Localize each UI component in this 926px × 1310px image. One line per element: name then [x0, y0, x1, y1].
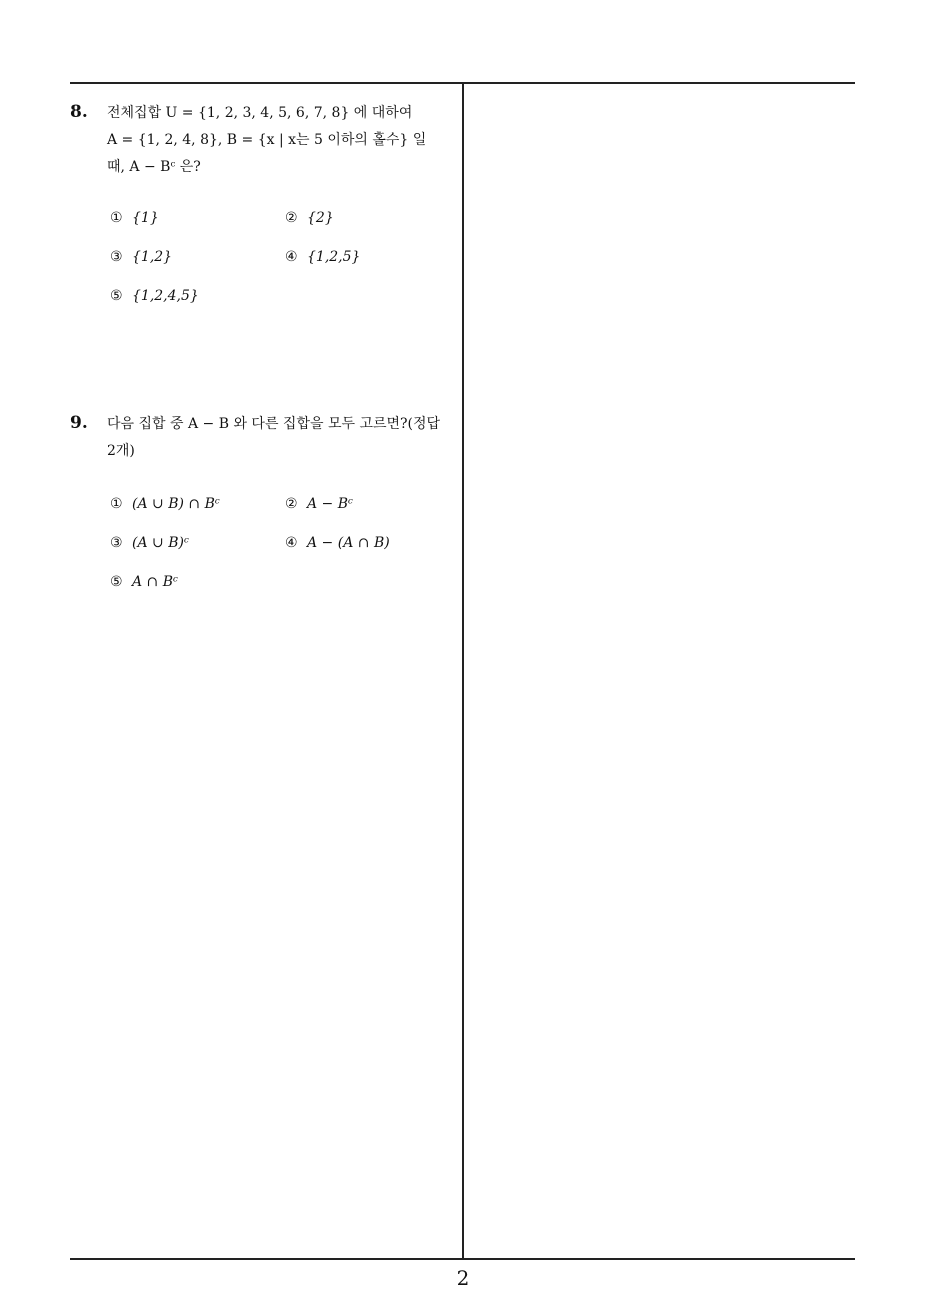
choice-text: A ∩ Bᶜ	[132, 574, 178, 590]
question-text-line: A = {1, 2, 4, 8}, B = {x | x는 5 이하의 홀수} 일	[107, 132, 427, 148]
choice-3[interactable]	[110, 535, 189, 551]
bottom-rule	[70, 1258, 855, 1260]
choice-marker: ①	[110, 496, 123, 512]
question-8	[70, 100, 455, 181]
question-text-line: 전체집합 U = {1, 2, 3, 4, 5, 6, 7, 8} 에 대하여	[107, 105, 413, 121]
choice-4[interactable]	[285, 249, 360, 265]
choice-text: {1,2}	[132, 249, 173, 265]
choice-marker: ③	[110, 535, 123, 551]
page-number: 2	[456, 1266, 470, 1290]
choice-5[interactable]	[110, 574, 178, 590]
choice-text: {1}	[132, 210, 159, 226]
choice-1[interactable]	[110, 210, 159, 226]
choice-2[interactable]	[285, 496, 353, 512]
choice-marker: ②	[285, 496, 298, 512]
question-text-line: 다음 집합 중 A − B 와 다른 집합을 모두 고르면?(정답	[107, 416, 441, 432]
choice-3[interactable]	[110, 249, 172, 265]
question-number: 9.	[70, 413, 88, 433]
choice-text: {1,2,5}	[307, 249, 361, 265]
choice-text: (A ∪ B) ∩ Bᶜ	[132, 496, 220, 512]
choice-text: {2}	[307, 210, 334, 226]
choice-marker: ⑤	[110, 574, 123, 590]
question-text	[107, 100, 455, 181]
question-9	[70, 411, 455, 465]
choice-text: A − Bᶜ	[307, 496, 353, 512]
choice-marker: ⑤	[110, 288, 123, 304]
choice-2[interactable]	[285, 210, 334, 226]
choice-text: (A ∪ B)ᶜ	[132, 535, 189, 551]
choice-text: {1,2,4,5}	[132, 288, 199, 304]
choice-text: A − (A ∩ B)	[307, 535, 390, 551]
choice-1[interactable]	[110, 496, 220, 512]
column-divider	[462, 82, 464, 1260]
choice-5[interactable]	[110, 288, 199, 304]
choice-marker: ④	[285, 249, 298, 265]
question-text	[107, 411, 455, 465]
question-text-line: 2개)	[107, 443, 135, 459]
choice-marker: ②	[285, 210, 298, 226]
choice-marker: ①	[110, 210, 123, 226]
choice-marker: ③	[110, 249, 123, 265]
choice-marker: ④	[285, 535, 298, 551]
choice-4[interactable]	[285, 535, 390, 551]
question-text-line: 때, A − Bᶜ 은?	[107, 159, 201, 175]
question-number: 8.	[70, 102, 88, 122]
